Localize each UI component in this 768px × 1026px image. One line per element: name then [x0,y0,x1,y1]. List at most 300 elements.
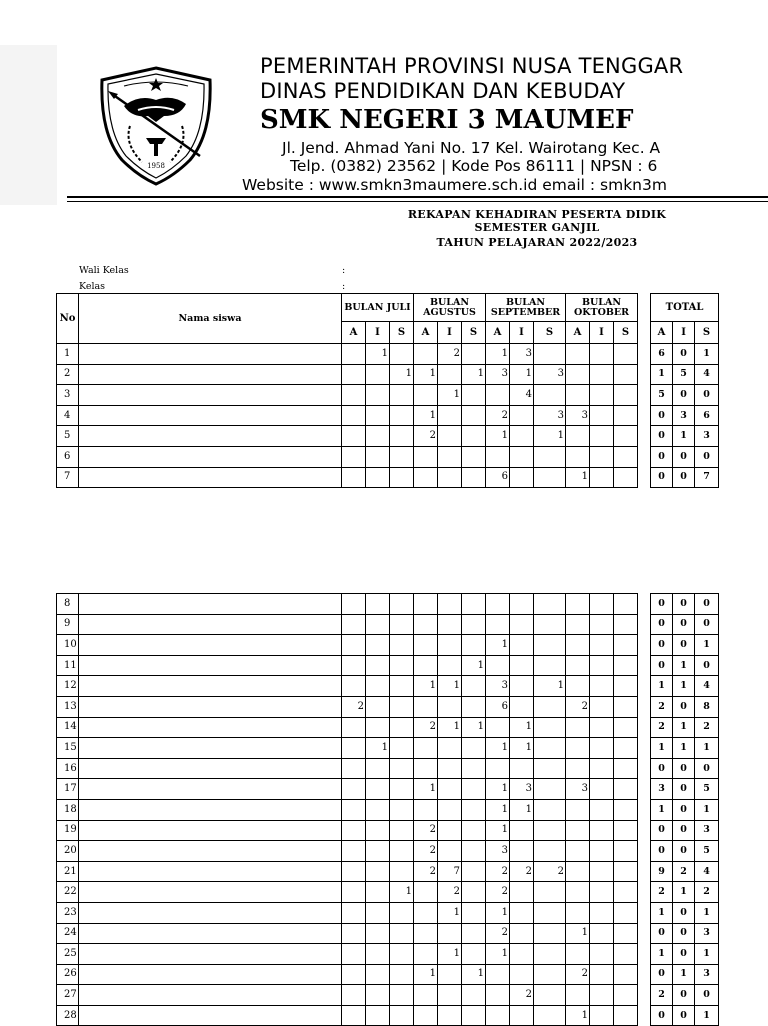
attendance-cell [510,676,534,697]
letterhead-phone: Telp. (0382) 23562 | Kode Pos 86111 | NPSN : 6 [290,157,658,175]
row-number: 20 [57,841,79,862]
attendance-cell [342,985,366,1006]
attendance-cell [614,779,638,800]
column-gap [638,385,651,406]
sub-header-a: A [566,322,590,344]
attendance-cell [390,964,414,985]
attendance-cell [590,820,614,841]
total-cell-a: 0 [651,635,673,656]
total-cell-i: 0 [673,923,695,944]
attendance-cell [414,1005,438,1026]
attendance-cell [590,964,614,985]
table-row [57,861,719,882]
total-cell-s: 4 [695,364,719,385]
row-number: 6 [57,446,79,467]
attendance-cell: 1 [438,944,462,965]
attendance-cell: 1 [366,344,390,365]
col-header-total: TOTAL [651,294,719,322]
attendance-cell [590,738,614,759]
attendance-cell [390,467,414,488]
attendance-cell [614,820,638,841]
table-row [57,841,719,862]
attendance-cell [438,758,462,779]
table-row [57,882,719,903]
letterhead [57,45,768,205]
attendance-cell [590,655,614,676]
attendance-cell: 1 [414,779,438,800]
attendance-cell [614,758,638,779]
table-row [57,902,719,923]
attendance-cell [438,635,462,656]
attendance-cell [534,614,566,635]
kelas-colon: : [342,281,346,292]
row-number: 4 [57,405,79,426]
attendance-cell: 1 [414,364,438,385]
attendance-cell [342,676,366,697]
total-cell-i: 0 [673,779,695,800]
attendance-cell: 3 [534,364,566,385]
total-cell-a: 1 [651,799,673,820]
letterhead-website: Website : www.smkn3maumere.sch.id email : smkn3m [242,176,667,194]
table-row [57,758,719,779]
student-name-cell[interactable] [79,882,342,903]
column-gap [638,655,651,676]
attendance-cell [390,1005,414,1026]
attendance-cell [366,446,390,467]
col-header-name: Nama siswa [79,294,342,344]
total-cell-a: 2 [651,882,673,903]
attendance-cell: 2 [414,841,438,862]
attendance-cell [510,882,534,903]
student-name-cell[interactable] [79,758,342,779]
attendance-cell [438,799,462,820]
attendance-cell [590,405,614,426]
total-cell-s: 5 [695,779,719,800]
student-name-cell[interactable] [79,964,342,985]
attendance-cell [566,758,590,779]
table-row [57,964,719,985]
attendance-cell [590,635,614,656]
wali-kelas-label: Wali Kelas [79,265,129,276]
col-header-month-july: BULAN JULI [342,294,414,322]
total-cell-a: 0 [651,614,673,635]
total-cell-s: 8 [695,696,719,717]
student-name-cell[interactable] [79,985,342,1006]
attendance-cell [390,861,414,882]
total-cell-s: 2 [695,882,719,903]
total-cell-a: 0 [651,1005,673,1026]
attendance-cell [614,364,638,385]
attendance-cell [534,446,566,467]
column-gap [638,676,651,697]
letterhead-school-name: SMK NEGERI 3 MAUMEF [260,105,634,135]
row-number: 11 [57,655,79,676]
student-name-cell[interactable] [79,635,342,656]
attendance-cell [366,467,390,488]
attendance-cell [566,717,590,738]
attendance-cell [462,758,486,779]
letterhead-divider-thick [67,196,768,198]
total-cell-s: 0 [695,655,719,676]
row-number: 18 [57,799,79,820]
attendance-cell: 1 [486,344,510,365]
attendance-cell [438,467,462,488]
sub-header-i: I [590,322,614,344]
column-gap [638,1005,651,1026]
row-number: 12 [57,676,79,697]
table-row [57,426,719,447]
attendance-cell [342,364,366,385]
attendance-cell: 1 [366,738,390,759]
attendance-cell [390,385,414,406]
total-cell-a: 0 [651,964,673,985]
total-cell-s: 4 [695,861,719,882]
total-cell-s: 3 [695,964,719,985]
total-cell-i: 0 [673,902,695,923]
total-cell-s: 1 [695,902,719,923]
attendance-cell [614,985,638,1006]
attendance-cell [510,426,534,447]
attendance-cell [486,758,510,779]
attendance-cell [534,758,566,779]
table-row [57,385,719,406]
attendance-cell: 1 [414,405,438,426]
attendance-cell [390,717,414,738]
sub-header-i: I [438,322,462,344]
col-header-month-september: BULAN SEPTEMBER [486,294,566,322]
attendance-cell [566,902,590,923]
attendance-cell [462,799,486,820]
attendance-cell [438,820,462,841]
student-name-cell[interactable] [79,799,342,820]
sub-header-i: I [673,322,695,344]
attendance-cell [414,614,438,635]
student-name-cell[interactable] [79,1005,342,1026]
attendance-cell [534,923,566,944]
attendance-cell [566,364,590,385]
table-row [57,594,719,615]
attendance-cell [590,426,614,447]
attendance-cell [614,676,638,697]
student-name-cell[interactable] [79,717,342,738]
student-name-cell[interactable] [79,779,342,800]
student-name-cell[interactable] [79,385,342,406]
attendance-cell [342,467,366,488]
attendance-cell [534,779,566,800]
wali-kelas-colon: : [342,265,346,276]
attendance-cell [614,799,638,820]
attendance-cell [590,985,614,1006]
attendance-cell [366,820,390,841]
attendance-cell [566,385,590,406]
attendance-cell [566,426,590,447]
attendance-cell: 2 [510,985,534,1006]
attendance-cell [390,676,414,697]
column-gap [638,861,651,882]
table-row [57,364,719,385]
total-cell-a: 0 [651,758,673,779]
attendance-cell: 2 [566,964,590,985]
attendance-cell [462,1005,486,1026]
attendance-cell: 1 [486,944,510,965]
attendance-cell [462,405,486,426]
attendance-cell [390,841,414,862]
attendance-cell: 1 [510,799,534,820]
total-cell-s: 0 [695,985,719,1006]
attendance-cell [590,614,614,635]
student-name-cell[interactable] [79,655,342,676]
attendance-cell [414,696,438,717]
attendance-cell: 1 [486,820,510,841]
column-gap [638,594,651,615]
table-row [57,923,719,944]
total-cell-i: 0 [673,696,695,717]
student-name-cell[interactable] [79,738,342,759]
attendance-cell: 1 [438,385,462,406]
page-left-margin [0,45,57,205]
attendance-cell: 2 [414,717,438,738]
column-gap [638,738,651,759]
attendance-cell [590,717,614,738]
total-cell-i: 0 [673,841,695,862]
column-gap [638,923,651,944]
sub-header-s: S [462,322,486,344]
table-row [57,405,719,426]
attendance-cell [566,985,590,1006]
attendance-cell [590,676,614,697]
attendance-cell [566,841,590,862]
student-name-cell[interactable] [79,696,342,717]
attendance-cell [342,820,366,841]
report-semester: SEMESTER GANJIL [474,221,600,234]
attendance-cell: 1 [510,364,534,385]
attendance-cell [614,1005,638,1026]
attendance-table-part2 [56,593,719,1026]
attendance-cell [510,820,534,841]
attendance-cell [438,405,462,426]
attendance-cell: 6 [486,467,510,488]
attendance-cell [566,799,590,820]
total-cell-s: 3 [695,820,719,841]
attendance-cell [438,738,462,759]
attendance-cell: 1 [534,676,566,697]
attendance-cell [366,923,390,944]
attendance-cell [366,779,390,800]
attendance-cell: 1 [438,676,462,697]
attendance-cell: 1 [462,655,486,676]
attendance-cell [614,594,638,615]
column-gap [638,426,651,447]
table-row [57,985,719,1006]
attendance-cell [614,717,638,738]
attendance-cell [534,467,566,488]
total-cell-i: 0 [673,344,695,365]
row-number: 9 [57,614,79,635]
total-cell-a: 0 [651,655,673,676]
attendance-cell [438,779,462,800]
attendance-cell [342,964,366,985]
attendance-cell [390,344,414,365]
total-cell-a: 0 [651,841,673,862]
total-cell-i: 1 [673,882,695,903]
attendance-cell [534,1005,566,1026]
attendance-cell [390,758,414,779]
attendance-cell [414,738,438,759]
student-name-cell[interactable] [79,614,342,635]
attendance-cell [342,385,366,406]
row-number: 19 [57,820,79,841]
attendance-cell [534,841,566,862]
total-cell-i: 0 [673,614,695,635]
kelas-label: Kelas [79,281,106,292]
attendance-cell [342,717,366,738]
attendance-cell [366,635,390,656]
attendance-cell [614,446,638,467]
attendance-cell [590,779,614,800]
attendance-cell [614,738,638,759]
attendance-cell [414,902,438,923]
total-cell-s: 1 [695,944,719,965]
column-gap [638,635,651,656]
student-name-cell[interactable] [79,364,342,385]
total-cell-i: 0 [673,385,695,406]
attendance-cell [534,696,566,717]
attendance-cell [566,635,590,656]
column-gap [638,344,651,365]
attendance-cell [486,717,510,738]
student-name-cell[interactable] [79,467,342,488]
column-gap [638,364,651,385]
student-name-cell[interactable] [79,676,342,697]
attendance-cell: 3 [534,405,566,426]
attendance-cell [342,758,366,779]
attendance-cell [534,594,566,615]
attendance-cell [614,923,638,944]
attendance-cell: 3 [566,405,590,426]
student-name-cell[interactable] [79,820,342,841]
row-number: 1 [57,344,79,365]
attendance-cell [534,655,566,676]
student-name-cell[interactable] [79,405,342,426]
attendance-cell: 1 [390,364,414,385]
attendance-cell [366,426,390,447]
letterhead-address: Jl. Jend. Ahmad Yani No. 17 Kel. Wairotang Kec. A [282,139,661,157]
attendance-cell [614,944,638,965]
column-gap [638,758,651,779]
total-cell-a: 1 [651,364,673,385]
attendance-cell [438,923,462,944]
student-name-cell[interactable] [79,923,342,944]
attendance-cell [590,344,614,365]
total-cell-s: 6 [695,405,719,426]
attendance-cell [390,944,414,965]
attendance-cell [510,696,534,717]
attendance-cell [614,861,638,882]
attendance-cell: 1 [486,635,510,656]
sub-header-a: A [651,322,673,344]
attendance-cell [614,696,638,717]
attendance-cell [486,655,510,676]
row-number: 22 [57,882,79,903]
row-number: 10 [57,635,79,656]
student-name-cell[interactable] [79,344,342,365]
attendance-cell [510,405,534,426]
attendance-cell [366,655,390,676]
total-cell-i: 0 [673,1005,695,1026]
student-name-cell[interactable] [79,841,342,862]
student-name-cell[interactable] [79,861,342,882]
attendance-cell: 2 [510,861,534,882]
attendance-cell [510,635,534,656]
attendance-cell [590,696,614,717]
attendance-cell [390,923,414,944]
attendance-cell [534,385,566,406]
attendance-cell: 1 [462,964,486,985]
attendance-cell [614,344,638,365]
total-cell-s: 1 [695,344,719,365]
total-cell-i: 0 [673,820,695,841]
total-cell-i: 1 [673,738,695,759]
total-cell-a: 2 [651,985,673,1006]
attendance-cell [614,841,638,862]
column-gap [638,467,651,488]
attendance-cell [462,614,486,635]
attendance-cell [462,902,486,923]
attendance-cell [342,861,366,882]
student-name-cell[interactable] [79,594,342,615]
attendance-cell [438,1005,462,1026]
attendance-cell: 1 [566,1005,590,1026]
attendance-cell [438,446,462,467]
attendance-cell: 4 [510,385,534,406]
total-cell-a: 6 [651,344,673,365]
column-gap [638,985,651,1006]
attendance-cell: 2 [486,882,510,903]
row-number: 5 [57,426,79,447]
attendance-cell: 3 [510,344,534,365]
attendance-cell [390,799,414,820]
total-cell-a: 2 [651,696,673,717]
total-cell-i: 3 [673,405,695,426]
total-cell-s: 1 [695,738,719,759]
attendance-cell [486,614,510,635]
attendance-cell [534,344,566,365]
attendance-cell [366,964,390,985]
attendance-cell [590,799,614,820]
attendance-cell [414,385,438,406]
attendance-cell [462,385,486,406]
table-row [57,738,719,759]
total-cell-s: 1 [695,799,719,820]
total-cell-i: 0 [673,467,695,488]
attendance-cell [342,655,366,676]
attendance-cell [510,614,534,635]
attendance-cell [438,594,462,615]
student-name-cell[interactable] [79,446,342,467]
attendance-cell [534,799,566,820]
student-name-cell[interactable] [79,426,342,447]
attendance-cell [342,779,366,800]
attendance-cell [534,882,566,903]
attendance-cell [590,594,614,615]
student-name-cell[interactable] [79,944,342,965]
student-name-cell[interactable] [79,902,342,923]
total-cell-a: 0 [651,467,673,488]
attendance-cell [510,923,534,944]
attendance-cell: 2 [486,923,510,944]
attendance-cell: 1 [414,676,438,697]
table-row [57,1005,719,1026]
